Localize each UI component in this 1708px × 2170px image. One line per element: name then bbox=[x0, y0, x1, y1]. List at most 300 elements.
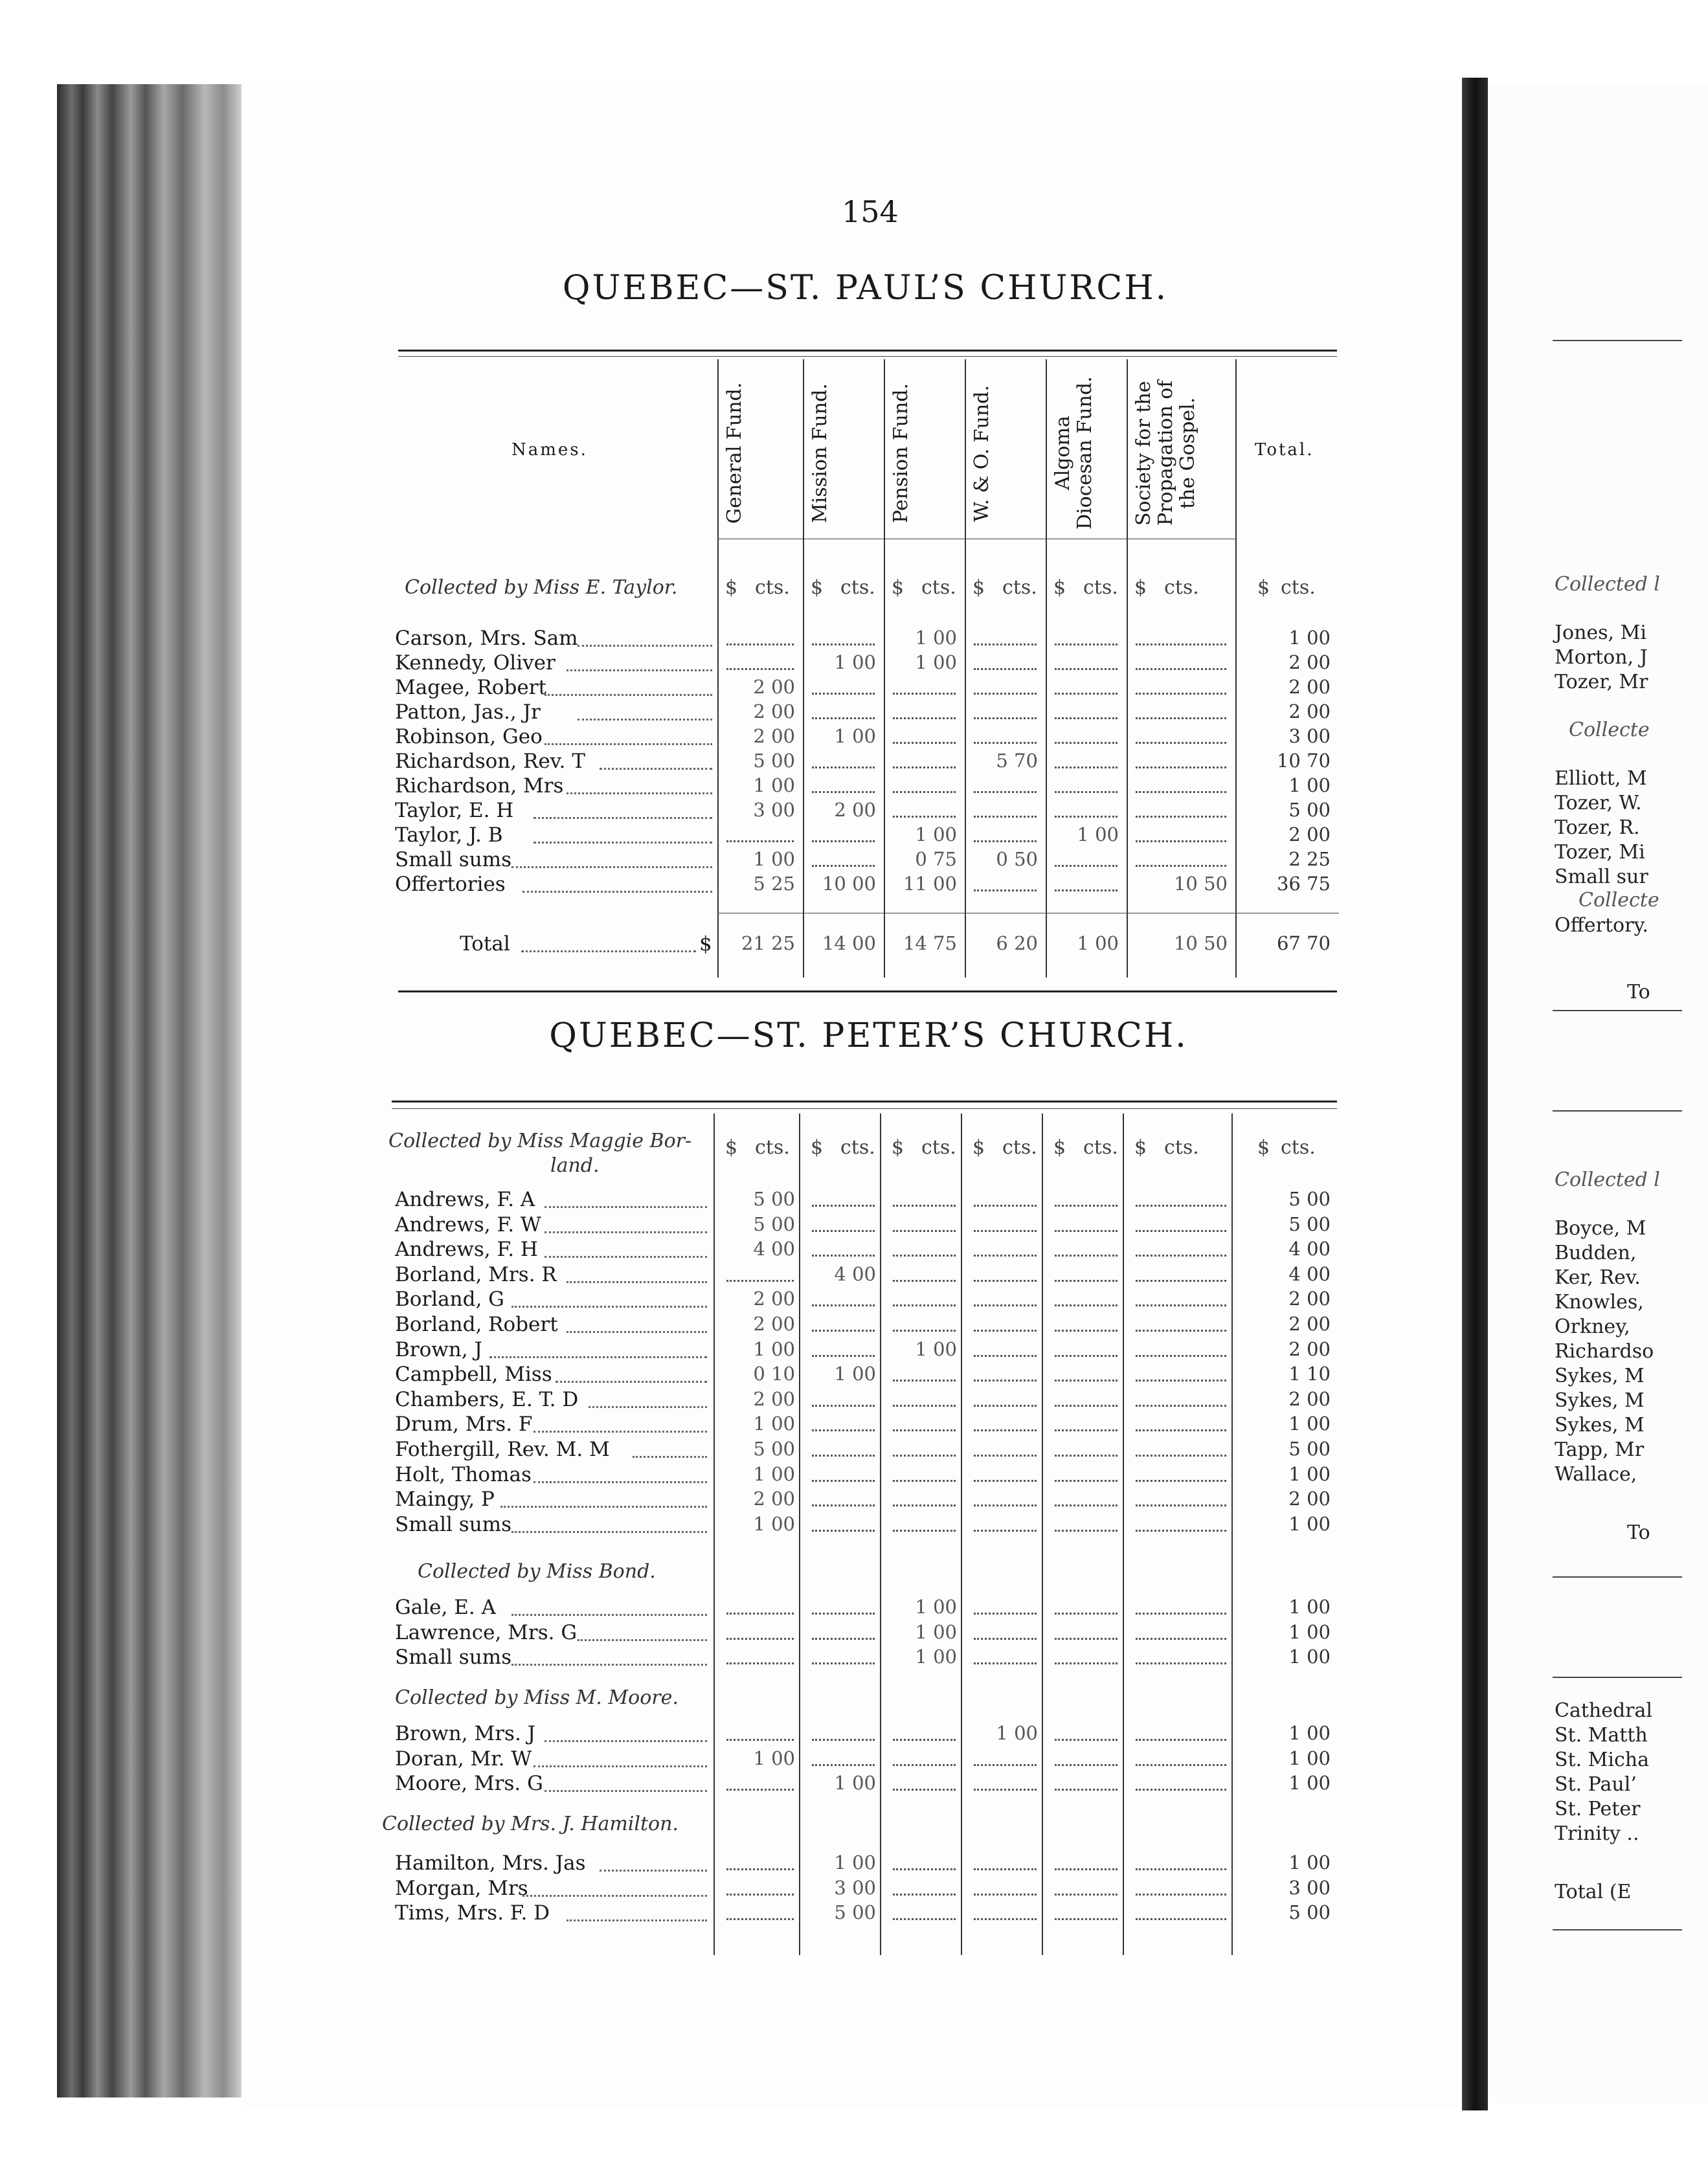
table-cell-value: 1 00 bbox=[915, 1646, 957, 1668]
table-cell-value: 1 00 bbox=[996, 1722, 1038, 1744]
empty-cell-dots bbox=[893, 693, 956, 695]
leader-dots bbox=[511, 1664, 707, 1666]
empty-cell-dots bbox=[726, 840, 794, 842]
empty-cell-dots bbox=[974, 1380, 1037, 1381]
table-row-name: Andrews, F. A bbox=[395, 1188, 535, 1211]
table-row-name: Brown, J bbox=[395, 1337, 482, 1361]
empty-cell-dots bbox=[1055, 1480, 1118, 1482]
table-row-name: Offertories bbox=[395, 873, 506, 896]
leader-dots bbox=[545, 1790, 707, 1792]
next-page-rule bbox=[1553, 1010, 1682, 1011]
empty-cell-dots bbox=[812, 1230, 875, 1232]
next-page-text-fragment: Morton, J bbox=[1555, 646, 1648, 669]
next-page-rule bbox=[1553, 1677, 1682, 1678]
table-row-total: 36 75 bbox=[1276, 873, 1331, 895]
empty-cell-dots bbox=[1136, 1638, 1226, 1640]
empty-cell-dots bbox=[893, 1380, 956, 1381]
next-page-text-fragment: St. Peter bbox=[1555, 1798, 1641, 1820]
next-page-text-fragment: Trinity .. bbox=[1555, 1822, 1639, 1845]
table-row-total: 1 00 bbox=[1288, 627, 1331, 649]
empty-cell-dots bbox=[1055, 1455, 1118, 1457]
table-cell-value: 5 00 bbox=[753, 1438, 795, 1460]
table-cell-value: 0 75 bbox=[915, 848, 957, 870]
next-page-text-fragment: To bbox=[1627, 1521, 1650, 1544]
empty-cell-dots bbox=[812, 1764, 875, 1766]
empty-cell-dots bbox=[1055, 742, 1118, 744]
table-row-total: 1 00 bbox=[1288, 1413, 1331, 1435]
leader-dots bbox=[567, 1281, 707, 1283]
empty-cell-dots bbox=[1136, 1304, 1226, 1306]
next-page-text-fragment: St. Micha bbox=[1555, 1749, 1650, 1771]
empty-cell-dots bbox=[1055, 1739, 1118, 1741]
dollar-unit: $ bbox=[1134, 1136, 1147, 1159]
leader-dots bbox=[521, 950, 696, 952]
cents-unit: cts. bbox=[1164, 576, 1199, 599]
empty-cell-dots bbox=[974, 1455, 1037, 1457]
table-cell-value: 1 00 bbox=[915, 651, 957, 673]
next-page-text-fragment: To bbox=[1627, 981, 1650, 1003]
table-row-name: Andrews, F. H bbox=[395, 1238, 538, 1262]
leader-dots bbox=[534, 1765, 707, 1767]
empty-cell-dots bbox=[726, 1613, 794, 1615]
table-row-total: 5 00 bbox=[1288, 799, 1331, 821]
dollar-unit: $ bbox=[725, 1136, 738, 1159]
leader-dots bbox=[511, 1614, 707, 1616]
table-cell-value: 3 00 bbox=[834, 1876, 876, 1899]
empty-cell-dots bbox=[1136, 668, 1226, 670]
table-row-total: 1 00 bbox=[1288, 1722, 1331, 1744]
empty-cell-dots bbox=[974, 1764, 1037, 1766]
empty-cell-dots bbox=[974, 840, 1037, 842]
table-row-name: Fothergill, Rev. M. M bbox=[395, 1438, 610, 1461]
table-row-name: Richardson, Rev. T bbox=[395, 750, 585, 773]
leader-dots bbox=[511, 1531, 707, 1533]
table-cell-value: 2 00 bbox=[753, 700, 795, 722]
table-cell-value: 1 00 bbox=[753, 774, 795, 796]
leader-dots bbox=[567, 1919, 707, 1921]
empty-cell-dots bbox=[726, 1894, 794, 1896]
empty-cell-dots bbox=[812, 1662, 875, 1664]
leader-dots bbox=[523, 1895, 707, 1897]
table-cell-value: 2 00 bbox=[753, 1488, 795, 1510]
leader-dots bbox=[545, 1231, 707, 1233]
empty-cell-dots bbox=[1136, 1868, 1226, 1870]
empty-cell-dots bbox=[1055, 791, 1118, 793]
empty-cell-dots bbox=[1136, 1355, 1226, 1357]
empty-cell-dots bbox=[812, 1530, 875, 1532]
leader-dots bbox=[567, 1331, 707, 1333]
table-row-total: 2 00 bbox=[1288, 1337, 1331, 1360]
empty-cell-dots bbox=[812, 717, 875, 719]
leader-dots bbox=[545, 1256, 707, 1258]
table-row-total: 1 00 bbox=[1288, 1462, 1331, 1485]
table-row-name: Taylor, E. H bbox=[395, 799, 514, 822]
next-page-text-fragment: Tozer, R. bbox=[1555, 816, 1640, 839]
empty-cell-dots bbox=[974, 1230, 1037, 1232]
empty-cell-dots bbox=[893, 1918, 956, 1920]
table-cell-value: 1 00 bbox=[753, 848, 795, 870]
table-row-total: 1 00 bbox=[1288, 774, 1331, 796]
empty-cell-dots bbox=[1136, 1405, 1226, 1407]
next-page-text-fragment: Small sur bbox=[1555, 866, 1648, 888]
table-cell-value: 1 00 bbox=[753, 1413, 795, 1435]
empty-cell-dots bbox=[1136, 1918, 1226, 1920]
dollar-unit: $ bbox=[725, 576, 738, 599]
table-row-name: Richardson, Mrs bbox=[395, 774, 564, 798]
table-row-name: Morgan, Mrs bbox=[395, 1876, 528, 1900]
dollar-unit: $ bbox=[811, 576, 824, 599]
empty-cell-dots bbox=[974, 1280, 1037, 1282]
table-cell-value: 5 00 bbox=[753, 1213, 795, 1235]
leader-dots bbox=[567, 792, 712, 794]
empty-cell-dots bbox=[1136, 1739, 1226, 1741]
leader-dots bbox=[534, 817, 712, 819]
empty-cell-dots bbox=[812, 1304, 875, 1306]
dollar-unit: $ bbox=[892, 576, 905, 599]
section-title-st-peters: QUEBEC—ST. PETER’S CHURCH. bbox=[549, 1016, 1188, 1055]
table-cell-value: 1 00 bbox=[834, 1772, 876, 1795]
table-row-total: 5 00 bbox=[1288, 1188, 1331, 1210]
empty-cell-dots bbox=[893, 1530, 956, 1532]
table-row-name: Borland, Mrs. R bbox=[395, 1262, 557, 1286]
empty-cell-dots bbox=[893, 1255, 956, 1257]
total-header: Total. bbox=[1255, 440, 1314, 460]
empty-cell-dots bbox=[974, 1789, 1037, 1791]
empty-cell-dots bbox=[812, 693, 875, 695]
next-page-text-fragment: Sykes, M bbox=[1555, 1414, 1645, 1437]
collector-label: Collected by Miss Maggie Bor- bbox=[388, 1130, 692, 1152]
collector-label: Collected by Miss M. Moore. bbox=[395, 1686, 679, 1709]
empty-cell-dots bbox=[893, 1405, 956, 1407]
right-page-fragment bbox=[1488, 83, 1708, 2103]
empty-cell-dots bbox=[812, 1455, 875, 1457]
leader-dots bbox=[534, 1481, 707, 1483]
empty-cell-dots bbox=[893, 1789, 956, 1791]
cents-unit: cts. bbox=[1281, 576, 1316, 599]
empty-cell-dots bbox=[1055, 1304, 1118, 1306]
table-cell-value: 1 00 bbox=[753, 1512, 795, 1535]
table-bottom-rule bbox=[398, 990, 1337, 992]
leader-dots bbox=[633, 1456, 707, 1458]
table-cell-value: 1 00 bbox=[915, 627, 957, 649]
table-cell-value: 4 00 bbox=[753, 1238, 795, 1260]
dollar-unit: $ bbox=[892, 1136, 905, 1159]
leader-dots bbox=[511, 1306, 707, 1308]
table-row-total: 3 00 bbox=[1288, 725, 1331, 747]
empty-cell-dots bbox=[812, 643, 875, 645]
dollar-unit: $ bbox=[972, 576, 985, 599]
table-row-name: Magee, Robert bbox=[395, 676, 546, 699]
leader-dots bbox=[500, 1506, 707, 1508]
table-cell-value: 1 00 bbox=[834, 1363, 876, 1385]
leader-dots bbox=[545, 1740, 707, 1742]
empty-cell-dots bbox=[974, 1894, 1037, 1896]
table-cell-value: 2 00 bbox=[753, 676, 795, 698]
table-row-name: Drum, Mrs. F bbox=[395, 1413, 533, 1437]
empty-cell-dots bbox=[974, 693, 1037, 695]
empty-cell-dots bbox=[726, 1868, 794, 1870]
empty-cell-dots bbox=[1136, 1380, 1226, 1381]
table-row-name: Tims, Mrs. F. D bbox=[395, 1901, 550, 1925]
empty-cell-dots bbox=[1136, 816, 1226, 818]
leader-dots bbox=[578, 645, 712, 647]
empty-cell-dots bbox=[893, 1894, 956, 1896]
empty-cell-dots bbox=[974, 643, 1037, 645]
column-divider bbox=[1231, 1113, 1233, 1955]
next-page-text-fragment: Collected l bbox=[1555, 573, 1660, 596]
cents-unit: cts. bbox=[921, 576, 956, 599]
empty-cell-dots bbox=[1136, 766, 1226, 768]
page-number: 154 bbox=[842, 194, 899, 229]
empty-cell-dots bbox=[1136, 1480, 1226, 1482]
next-page-text-fragment: Tozer, W. bbox=[1555, 792, 1642, 814]
table-row-total: 1 10 bbox=[1288, 1363, 1331, 1385]
empty-cell-dots bbox=[1055, 1638, 1118, 1640]
table-cell-value: 2 00 bbox=[834, 799, 876, 821]
next-page-text-fragment: Collecte bbox=[1579, 889, 1659, 912]
table-row-total: 1 00 bbox=[1288, 1851, 1331, 1874]
empty-cell-dots bbox=[1136, 1504, 1226, 1506]
empty-cell-dots bbox=[974, 816, 1037, 818]
empty-cell-dots bbox=[1055, 865, 1118, 867]
fund-column-header: Algoma Diocesan Fund. bbox=[1051, 376, 1096, 530]
table-row-name: Maingy, P bbox=[395, 1488, 495, 1512]
next-page-text-fragment: Elliott, M bbox=[1555, 767, 1647, 790]
leader-dots bbox=[489, 1356, 707, 1358]
collector-label-cont: land. bbox=[550, 1154, 600, 1177]
table-row-total: 2 00 bbox=[1288, 1488, 1331, 1510]
empty-cell-dots bbox=[726, 1918, 794, 1920]
table-row-total: 3 00 bbox=[1288, 1876, 1331, 1899]
cents-unit: cts. bbox=[840, 1136, 875, 1159]
empty-cell-dots bbox=[1136, 1789, 1226, 1791]
next-page-text-fragment: Cathedral bbox=[1555, 1699, 1652, 1722]
cents-unit: cts. bbox=[840, 576, 875, 599]
empty-cell-dots bbox=[974, 1638, 1037, 1640]
leader-dots bbox=[600, 768, 712, 770]
fund-column-header: W. & O. Fund. bbox=[971, 385, 993, 522]
column-divider bbox=[880, 1113, 881, 1955]
section-title-st-pauls: QUEBEC—ST. PAUL’S CHURCH. bbox=[562, 269, 1169, 308]
column-divider bbox=[961, 1113, 962, 1955]
table-row-total: 5 00 bbox=[1288, 1213, 1331, 1235]
table-cell-value: 5 25 bbox=[753, 873, 795, 895]
leader-dots bbox=[545, 1206, 707, 1208]
empty-cell-dots bbox=[974, 1205, 1037, 1207]
empty-cell-dots bbox=[1055, 1230, 1118, 1232]
table-row-total: 2 00 bbox=[1288, 1313, 1331, 1335]
column-divider bbox=[1042, 1113, 1043, 1955]
empty-cell-dots bbox=[812, 1638, 875, 1640]
dollar-unit: $ bbox=[1134, 576, 1147, 599]
table-row-name: Moore, Mrs. G bbox=[395, 1772, 543, 1796]
empty-cell-dots bbox=[726, 1662, 794, 1664]
table-cell-value: 1 00 bbox=[1077, 823, 1119, 845]
cents-unit: cts. bbox=[1002, 1136, 1037, 1159]
empty-cell-dots bbox=[1136, 1429, 1226, 1431]
empty-cell-dots bbox=[1055, 1255, 1118, 1257]
next-page-rule bbox=[1553, 340, 1682, 341]
empty-cell-dots bbox=[1136, 1255, 1226, 1257]
empty-cell-dots bbox=[893, 1868, 956, 1870]
leader-dots bbox=[578, 1639, 707, 1641]
empty-cell-dots bbox=[893, 1429, 956, 1431]
empty-cell-dots bbox=[1055, 816, 1118, 818]
empty-cell-dots bbox=[812, 1255, 875, 1257]
table-row-name: Chambers, E. T. D bbox=[395, 1387, 579, 1411]
table-cell-value: 2 00 bbox=[753, 725, 795, 747]
empty-cell-dots bbox=[1136, 865, 1226, 867]
next-page-text-fragment: Sykes, M bbox=[1555, 1365, 1645, 1387]
column-divider bbox=[965, 359, 966, 978]
table-cell-value: 5 00 bbox=[834, 1901, 876, 1924]
empty-cell-dots bbox=[1055, 766, 1118, 768]
empty-cell-dots bbox=[812, 1480, 875, 1482]
table-cell-value: 1 00 bbox=[834, 1851, 876, 1874]
collector-label: Collected by Mrs. J. Hamilton. bbox=[382, 1813, 679, 1835]
leader-dots bbox=[589, 1406, 707, 1408]
leader-dots bbox=[556, 1381, 707, 1383]
fund-column-header: Pension Fund. bbox=[890, 383, 912, 524]
empty-cell-dots bbox=[974, 1662, 1037, 1664]
table-cell-value: 2 00 bbox=[753, 1387, 795, 1410]
empty-cell-dots bbox=[893, 791, 956, 793]
empty-cell-dots bbox=[974, 1918, 1037, 1920]
table-row-name: Taylor, J. B bbox=[395, 823, 503, 847]
table-row-name: Patton, Jas., Jr bbox=[395, 700, 541, 724]
next-page-text-fragment: Collecte bbox=[1569, 719, 1650, 741]
table-row-name: Hamilton, Mrs. Jas bbox=[395, 1851, 586, 1875]
table-row-total: 5 00 bbox=[1288, 1901, 1331, 1924]
table-row-name: Gale, E. A bbox=[395, 1596, 496, 1619]
empty-cell-dots bbox=[812, 1429, 875, 1431]
next-page-text-fragment: St. Paul’ bbox=[1555, 1773, 1637, 1796]
empty-cell-dots bbox=[1055, 1764, 1118, 1766]
empty-cell-dots bbox=[974, 791, 1037, 793]
empty-cell-dots bbox=[893, 1504, 956, 1506]
dollar-unit: $ bbox=[972, 1136, 985, 1159]
empty-cell-dots bbox=[1136, 1455, 1226, 1457]
cents-unit: cts. bbox=[755, 576, 790, 599]
empty-cell-dots bbox=[974, 889, 1037, 891]
dollar-unit: $ bbox=[1053, 576, 1066, 599]
table-row-name: Small sums bbox=[395, 1512, 511, 1536]
table-row-total: 1 00 bbox=[1288, 1772, 1331, 1795]
collector-label: Collected by Miss E. Taylor. bbox=[405, 576, 678, 599]
empty-cell-dots bbox=[812, 766, 875, 768]
leader-dots bbox=[545, 743, 712, 745]
empty-cell-dots bbox=[1055, 1330, 1118, 1332]
next-page-text-fragment: Offertory. bbox=[1555, 914, 1648, 937]
next-page-text-fragment: Jones, Mi bbox=[1555, 621, 1646, 644]
table-cell-value: 0 10 bbox=[753, 1363, 795, 1385]
cents-unit: cts. bbox=[1281, 1136, 1316, 1159]
table-row-name: Brown, Mrs. J bbox=[395, 1722, 536, 1745]
next-page-rule bbox=[1553, 1929, 1682, 1930]
table-row-name: Borland, G bbox=[395, 1288, 504, 1312]
empty-cell-dots bbox=[893, 1480, 956, 1482]
empty-cell-dots bbox=[812, 865, 875, 867]
table-row-total: 1 00 bbox=[1288, 1596, 1331, 1618]
empty-cell-dots bbox=[1136, 717, 1226, 719]
table-row-name: Robinson, Geo bbox=[395, 725, 543, 748]
table-row-name: Andrews, F. W bbox=[395, 1213, 541, 1236]
total-cell-value: 10 50 bbox=[1173, 932, 1228, 954]
table-row-name: Campbell, Miss bbox=[395, 1363, 552, 1387]
empty-cell-dots bbox=[1136, 1330, 1226, 1332]
total-cell-value: 14 75 bbox=[903, 932, 957, 954]
empty-cell-dots bbox=[1055, 1355, 1118, 1357]
table-cell-value: 1 00 bbox=[834, 651, 876, 673]
table-top-rule-thin bbox=[398, 356, 1337, 357]
column-divider bbox=[714, 1113, 715, 1955]
next-page-text-fragment: Boyce, M bbox=[1555, 1217, 1646, 1240]
table-top-rule-thin bbox=[392, 1108, 1337, 1109]
next-page-text-fragment: Orkney, bbox=[1555, 1315, 1630, 1338]
table-row-total: 4 00 bbox=[1288, 1238, 1331, 1260]
empty-cell-dots bbox=[1055, 1789, 1118, 1791]
cents-unit: cts. bbox=[921, 1136, 956, 1159]
table-row-total: 10 70 bbox=[1276, 750, 1331, 772]
empty-cell-dots bbox=[726, 1638, 794, 1640]
empty-cell-dots bbox=[1055, 1205, 1118, 1207]
empty-cell-dots bbox=[1136, 643, 1226, 645]
table-cell-value: 1 00 bbox=[834, 725, 876, 747]
table-cell-value: 3 00 bbox=[753, 799, 795, 821]
empty-cell-dots bbox=[893, 1230, 956, 1232]
empty-cell-dots bbox=[974, 668, 1037, 670]
empty-cell-dots bbox=[893, 717, 956, 719]
empty-cell-dots bbox=[1055, 1405, 1118, 1407]
table-row-total: 2 00 bbox=[1288, 676, 1331, 698]
next-page-text-fragment: Sykes, M bbox=[1555, 1389, 1645, 1412]
table-cell-value: 4 00 bbox=[834, 1262, 876, 1285]
empty-cell-dots bbox=[1055, 1530, 1118, 1532]
empty-cell-dots bbox=[974, 1480, 1037, 1482]
empty-cell-dots bbox=[812, 1355, 875, 1357]
empty-cell-dots bbox=[1055, 1504, 1118, 1506]
cents-unit: cts. bbox=[1083, 1136, 1118, 1159]
collector-label: Collected by Miss Bond. bbox=[418, 1560, 656, 1583]
cents-unit: cts. bbox=[1164, 1136, 1199, 1159]
empty-cell-dots bbox=[1055, 1662, 1118, 1664]
table-row-total: 2 00 bbox=[1288, 823, 1331, 845]
empty-cell-dots bbox=[974, 1304, 1037, 1306]
table-cell-value: 1 00 bbox=[753, 1337, 795, 1360]
empty-cell-dots bbox=[812, 1405, 875, 1407]
table-cell-value: 0 50 bbox=[996, 848, 1038, 870]
names-header: Names. bbox=[511, 440, 588, 460]
next-page-text-fragment: Wallace, bbox=[1555, 1463, 1637, 1486]
empty-cell-dots bbox=[974, 742, 1037, 744]
empty-cell-dots bbox=[893, 1739, 956, 1741]
next-page-text-fragment: Budden, bbox=[1555, 1242, 1637, 1264]
empty-cell-dots bbox=[893, 816, 956, 818]
table-cell-value: 10 50 bbox=[1173, 873, 1228, 895]
fund-column-header: General Fund. bbox=[723, 382, 746, 524]
next-page-text-fragment: Collected l bbox=[1555, 1169, 1660, 1191]
next-page-rule bbox=[1553, 1576, 1682, 1578]
empty-cell-dots bbox=[1055, 717, 1118, 719]
next-page-rule bbox=[1553, 1110, 1682, 1112]
table-cell-value: 1 00 bbox=[915, 1596, 957, 1618]
table-row-total: 2 00 bbox=[1288, 700, 1331, 722]
table-row-total: 1 00 bbox=[1288, 1620, 1331, 1643]
empty-cell-dots bbox=[812, 1504, 875, 1506]
empty-cell-dots bbox=[974, 1530, 1037, 1532]
table-row-name: Carson, Mrs. Sam bbox=[395, 627, 578, 650]
dollar-unit: $ bbox=[1257, 1136, 1270, 1159]
